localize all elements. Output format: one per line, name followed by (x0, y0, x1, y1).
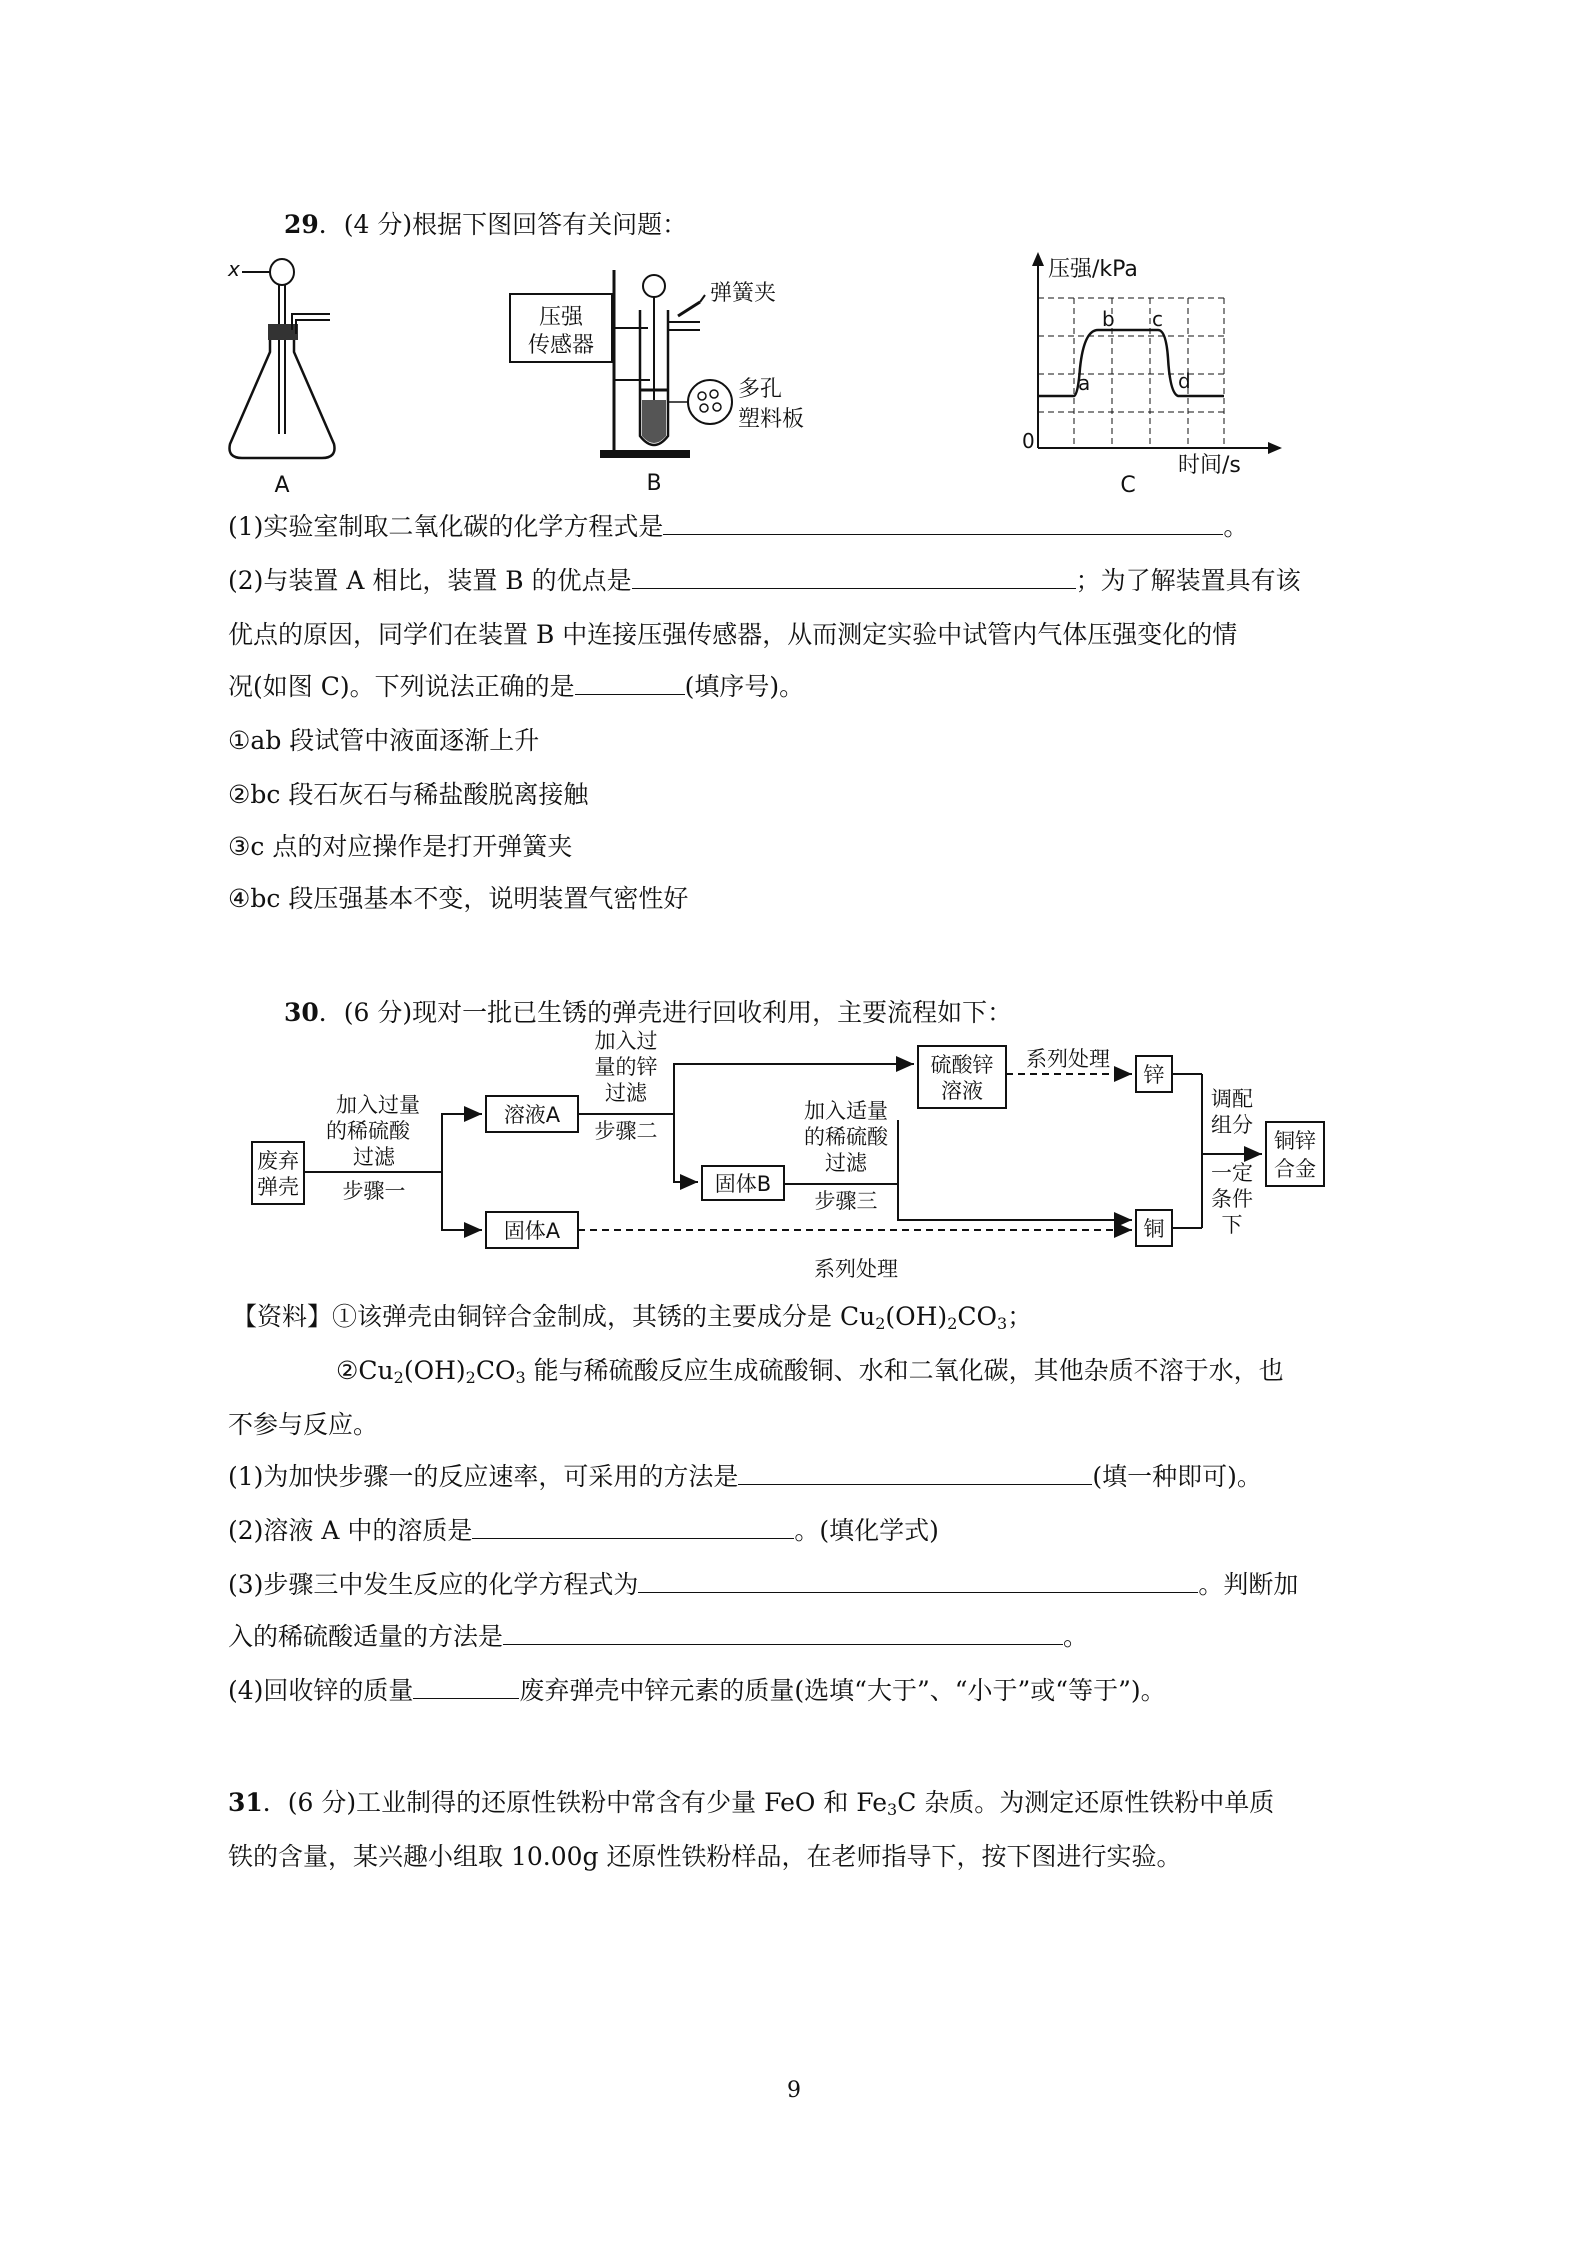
flow-step2-3: 过滤 (605, 1081, 647, 1105)
fig-c-point-b: b (1102, 307, 1115, 331)
q31-number: 31 (228, 1788, 263, 1817)
fig-b-plate-2: 塑料板 (738, 407, 805, 432)
flow-start-2: 弹壳 (257, 1175, 299, 1199)
q30-number: 30 (284, 998, 319, 1027)
q29-part2-choice-blank[interactable] (575, 670, 685, 695)
q30-part3-line2-end: 。 (1063, 1622, 1089, 1651)
q30-part1-blank[interactable] (738, 1460, 1092, 1485)
q29-part2-line3-text: 况(如图 C)。下列说法正确的是 (228, 672, 575, 701)
q29-intro (284, 208, 687, 242)
q29-option-1: ①ab 段试管中液面逐渐上升 (228, 726, 540, 755)
flow-step3-1: 加入适量 (804, 1099, 888, 1123)
q30-part3-blank[interactable] (638, 1568, 1198, 1593)
flow-step1-2: 的稀硫酸 (326, 1119, 410, 1143)
flow-step3-4: 步骤三 (814, 1189, 878, 1213)
flow-znso4-2: 溶液 (941, 1079, 983, 1103)
q30-part4-blank[interactable] (413, 1674, 519, 1699)
q30-part3 (228, 1568, 1298, 1602)
page-number: 9 (787, 2078, 801, 2103)
q30-part2 (228, 1514, 939, 1548)
q30-intro-text: ．(6 分)现对一批已生锈的弹壳进行回收利用，主要流程如下： (318, 998, 1013, 1027)
q30-part4 (228, 1674, 1166, 1708)
q30-part3-line2-blank[interactable] (503, 1620, 1063, 1645)
flow-copper: 铜 (1143, 1217, 1165, 1241)
ref2-co: CO (475, 1356, 516, 1385)
flow-step1-4: 步骤一 (342, 1179, 406, 1203)
q31-line1-text: ．(6 分)工业制得的还原性铁粉中常含有少量 FeO 和 Fe (262, 1788, 888, 1817)
ref2-sub3: 3 (515, 1368, 526, 1387)
flow-series-top: 系列处理 (1026, 1047, 1110, 1071)
q29-part2-line3-end: (填序号)。 (684, 672, 805, 701)
ref1-co: CO (957, 1302, 997, 1331)
q30-part2-text: (2)溶液 A 中的溶质是 (228, 1516, 473, 1545)
flow-alloy-2: 合金 (1274, 1157, 1316, 1181)
fig-c-point-d: d (1178, 369, 1191, 393)
flow-alloy-1: 铜锌 (1274, 1129, 1316, 1153)
ref2-text: ②Cu (336, 1356, 394, 1385)
q29-part1 (228, 510, 1248, 544)
flow-mix-2: 组分 (1211, 1113, 1253, 1137)
q30-part3-line2-text: 入的稀硫酸适量的方法是 (228, 1622, 504, 1651)
fig-c-y-axis-label: 压强/kPa (1048, 257, 1138, 282)
figure-c-pressure-graph (1018, 248, 1298, 496)
q29-part1-blank[interactable] (663, 510, 1223, 535)
flow-solid-a: 固体A (503, 1219, 561, 1243)
flow-step2-2: 量的锌 (594, 1055, 658, 1079)
q29-part2-line3 (228, 670, 804, 704)
q30-part3-tail: 。判断加 (1198, 1570, 1299, 1599)
flow-step3-2: 的稀硫酸 (804, 1125, 888, 1149)
ref1-sub3: 3 (997, 1314, 1008, 1333)
flow-zinc: 锌 (1143, 1063, 1165, 1087)
q30-part2-end: 。(填化学式) (794, 1516, 939, 1545)
q29-part2 (228, 564, 1301, 598)
ref2-oh: (OH) (403, 1356, 466, 1385)
q30-reference-2-line2: 不参与反应。 (228, 1410, 379, 1439)
fig-c-x-axis-label: 时间/s (1178, 453, 1241, 478)
q30-reference-2 (336, 1354, 1284, 1388)
flow-step2-1: 加入过 (594, 1030, 658, 1053)
ref1-oh: (OH) (885, 1302, 948, 1331)
q29-intro-text: ．(4 分)根据下图回答有关问题： (318, 210, 688, 239)
flow-step3-3: 过滤 (825, 1151, 867, 1175)
fig-c-origin: 0 (1022, 429, 1035, 453)
ref2-sub1: 2 (393, 1368, 404, 1387)
ref1-sub2: 2 (947, 1314, 958, 1333)
flow-step1-3: 过滤 (353, 1145, 395, 1169)
fig-b-plate-1: 多孔 (738, 377, 783, 402)
figure-b-apparatus (500, 250, 830, 500)
ref1-end: ； (1007, 1302, 1033, 1331)
q29-number: 29 (284, 210, 319, 239)
ref1-sub1: 2 (875, 1314, 886, 1333)
q30-part2-blank[interactable] (472, 1514, 794, 1539)
q31-line2: 铁的含量，某兴趣小组取 10.00g 还原性铁粉样品，在老师指导下，按下图进行实验。 (228, 1842, 1182, 1871)
fig-a-x-label: x (228, 257, 240, 281)
ref2-sub2: 2 (465, 1368, 476, 1387)
flow-mix-1: 调配 (1211, 1087, 1253, 1111)
q29-part1-end: 。 (1223, 512, 1249, 541)
q30-part4-text: (4)回收锌的质量 (228, 1676, 414, 1705)
flow-cond-1: 一定 (1211, 1161, 1253, 1185)
q30-part4-end: 废弃弹壳中锌元素的质量(选填“大于”、“小于”或“等于”)。 (519, 1676, 1166, 1705)
q29-part2-line2: 优点的原因，同学们在装置 B 中连接压强传感器，从而测定实验中试管内气体压强变化的情 (228, 620, 1238, 649)
fig-c-label: C (1120, 473, 1136, 496)
flow-znso4-1: 硫酸锌 (930, 1053, 994, 1077)
q29-option-4: ④bc 段压强基本不变，说明装置气密性好 (228, 884, 689, 913)
flow-series-bottom: 系列处理 (814, 1257, 898, 1281)
ref2-rest: 能与稀硫酸反应生成硫酸铜、水和二氧化碳，其他杂质不溶于水，也 (525, 1356, 1284, 1385)
q30-part3-line2 (228, 1620, 1088, 1654)
q30-reference-1 (232, 1300, 1032, 1334)
q29-option-3: ③c 点的对应操作是打开弹簧夹 (228, 832, 573, 861)
fig-b-sensor-2: 传感器 (527, 333, 595, 358)
q30-flow-chart (246, 1030, 1366, 1292)
q31-sub: 3 (887, 1800, 898, 1819)
figure-a-flask (222, 252, 352, 500)
q29-part1-text: (1)实验室制取二氧化碳的化学方程式是 (228, 512, 664, 541)
flow-solid-b: 固体B (714, 1172, 772, 1196)
flow-step1-1: 加入过量 (336, 1093, 420, 1117)
flow-solution-a: 溶液A (503, 1103, 561, 1127)
fig-b-label: B (646, 471, 662, 496)
ref1-text: 【资料】①该弹壳由铜锌合金制成，其锈的主要成分是 Cu (232, 1302, 876, 1331)
q30-part3-text: (3)步骤三中发生反应的化学方程式为 (228, 1570, 639, 1599)
q31-line1-rest: C 杂质。为测定还原性铁粉中单质 (897, 1788, 1275, 1817)
fig-b-spring-clip: 弹簧夹 (710, 281, 777, 306)
q31-line1 (228, 1786, 1274, 1820)
flow-cond-2: 条件 (1211, 1187, 1253, 1211)
q29-option-2: ②bc 段石灰石与稀盐酸脱离接触 (228, 780, 589, 809)
fig-c-point-c: c (1152, 307, 1163, 331)
fig-c-point-a: a (1078, 371, 1091, 395)
q30-part1-end: (填一种即可)。 (1092, 1462, 1262, 1491)
q29-part2-tail: ；为了解装置具有该 (1075, 566, 1301, 595)
flow-cond-3: 下 (1221, 1213, 1243, 1237)
fig-a-label: A (274, 473, 290, 498)
q30-intro (284, 996, 1012, 1030)
q29-part2-blank[interactable] (632, 564, 1076, 589)
q29-part2-text: (2)与装置 A 相比，装置 B 的优点是 (228, 566, 632, 595)
flow-start-1: 废弃 (257, 1149, 299, 1173)
q30-part1-text: (1)为加快步骤一的反应速率，可采用的方法是 (228, 1462, 739, 1491)
fig-b-sensor-1: 压强 (538, 305, 584, 330)
q30-part1 (228, 1460, 1262, 1494)
flow-step2-4: 步骤二 (594, 1119, 658, 1143)
